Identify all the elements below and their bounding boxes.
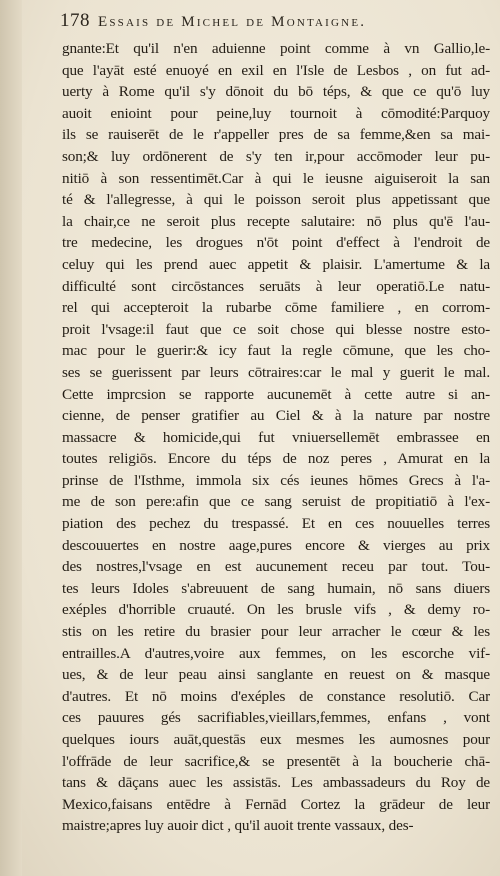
text-line: Cette imprcsion se rapporte aucunemēt à cette autre si an-	[62, 385, 490, 403]
text-line: mac pour le guerir:& icy faut la regle cōmune, que les cho-	[62, 342, 490, 360]
text-line: auoit enioint pour peine,luy tournoit à cōmodité:Parquoy	[62, 104, 490, 122]
page-header	[60, 10, 490, 34]
text-line: d'autres. Et nō moins d'exéples de constance resolutiō. Car	[62, 687, 490, 705]
text-line: ses se guerissent par leurs cōtraires:car le mal y guerit le mal.	[62, 363, 490, 381]
text-line: tes leurs Idoles s'abreuuent de sang humain, nō sans diuers	[62, 579, 490, 597]
text-line: rel qui accepteroit la rubarbe cōme familiere , en corrom-	[62, 299, 490, 317]
text-line: té & l'allegresse, à qui le poisson seroit plus appetissant que	[62, 191, 490, 209]
text-line: la chair,ce ne seroit plus recepte salutaire: nō plus qu'ē l'au-	[62, 212, 490, 230]
text-line: uerty à Rome qu'il s'y dōnoit du bō téps, & que ce qu'ō luy	[62, 83, 490, 101]
text-line: difficulté sont circōstances seruāts à leur operatiō.Le natu-	[62, 277, 490, 295]
binding-gutter	[0, 0, 22, 876]
body-text	[62, 38, 490, 837]
text-line: piation des pechez du trespassé. Et en ces nouuelles terres	[62, 515, 490, 533]
text-line: ues, & de leur peau ainsi sanglante en reuest on & masque	[62, 666, 490, 684]
text-line: exéples d'horrible cruauté. On les brusle vifs , & demy ro-	[62, 601, 490, 619]
text-line: des nostres,l'vsage en est aucunement receu par tout. Tou-	[62, 558, 490, 576]
text-line: proit l'vsage:il faut que ce soit chose qui blesse nostre esto-	[62, 320, 490, 338]
text-line: toutes religiōs. Encore du téps de noz peres , Amurat en la	[62, 450, 490, 468]
text-line: prinse de l'Isthme, immola six cés ieunes hōmes Grecs à l'a-	[62, 471, 490, 489]
text-line: que l'ayāt esté enuoyé en exil en l'Isle de Lesbos , on fut ad-	[62, 61, 490, 79]
text-line: maistre;apres luy auoir dict , qu'il auoit trente vassaux, des-	[62, 817, 414, 835]
text-line: tans & dāçans auec les assistās. Les ambassadeurs du Roy de	[62, 774, 490, 792]
text-line: gnante:Et qu'il n'en aduienne point comme à vn Gallio,le-	[62, 40, 490, 57]
text-line: Mexico,faisans entēdre à Fernād Cortez la grādeur de leur	[62, 795, 490, 813]
text-line: celuy qui les prend auec appetit & plaisir. L'amertume & la	[62, 255, 490, 273]
text-line: descouuertes en nostre aage,pures encore & vierges au prix	[62, 536, 490, 554]
text-line: stis on les retire du brasier pour leur arracher le cœur & les	[62, 623, 490, 641]
text-line: quelques iours auāt,questās eux mesmes les aumosnes pour	[62, 731, 490, 748]
text-line: tre medecine, les drogues n'ōt point d'effect à l'endroit de	[62, 234, 490, 252]
running-title: Essais de Michel de Montaigne.	[98, 14, 367, 30]
page-number: 178	[60, 10, 90, 31]
text-line: ces pauures gés sacrifiables,vieillars,femmes, enfans , vont	[62, 709, 490, 727]
text-line: l'offrāde de leur sacrifice,& se presentēt à la boucherie chā-	[62, 752, 490, 770]
text-line: massacre & homicide,qui fut vniuersellemēt embrassee en	[62, 428, 490, 446]
text-line: me de son pere:afin que ce sang seruist de propitiatiō à l'ex-	[62, 493, 490, 511]
text-line: entrailles.A d'autres,voire aux femmes, on les escorche vif-	[62, 644, 490, 662]
text-line: cienne, de penser gratifier au Ciel & à la nature par nostre	[62, 407, 490, 425]
text-line: ils se rauiserēt de le r'appeller pres de sa femme,&en sa mai-	[62, 126, 490, 144]
text-line: son;& luy ordōnerent de s'y ten ir,pour accōmoder leur pu-	[62, 147, 490, 165]
text-line: nitiō à son ressentimēt.Car à qui le ieusne aiguiseroit la san	[62, 169, 490, 187]
